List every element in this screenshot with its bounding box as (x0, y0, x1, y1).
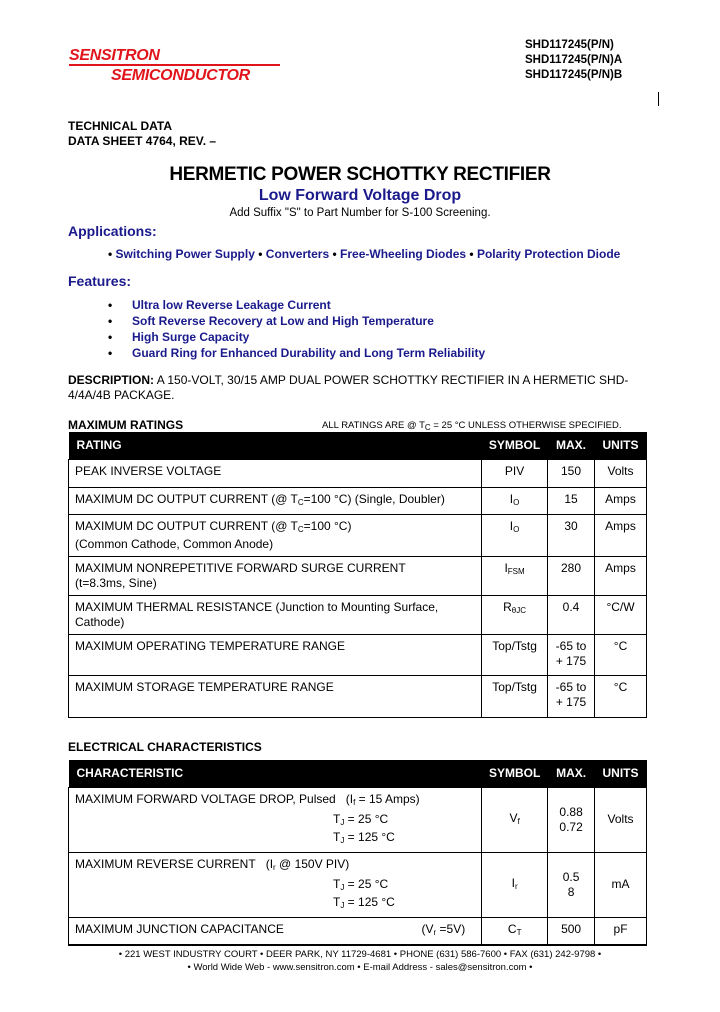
logo-sensitron: SENSITRON (69, 47, 160, 64)
application-item: Switching Power Supply (115, 247, 255, 261)
feature-item: • Soft Reverse Recovery at Low and High Temperature (108, 313, 485, 329)
units-cell: pF (595, 917, 647, 944)
max-cell: -65 to + 175 (548, 675, 595, 717)
symbol-cell: $V_f$ (482, 787, 548, 852)
max-cell: 0.5 8 (548, 852, 595, 917)
max-cell: 0.4 (548, 595, 595, 634)
rating-cell: MAXIMUM DC OUTPUT CURRENT (@ $T_C=100$ °C) (Single, Doubler) (69, 487, 482, 514)
electrical-heading: ELECTRICAL CHARACTERISTICS (68, 740, 262, 754)
table-row (69, 487, 647, 514)
electrical-table (68, 760, 647, 945)
max-cell: 150 (548, 459, 595, 487)
units-cell: mA (595, 852, 647, 917)
table-header-row (69, 432, 647, 459)
table-row (69, 852, 647, 917)
units-cell: Amps (595, 487, 647, 514)
max-cell: 280 (548, 556, 595, 595)
features-heading: Features: (68, 273, 132, 289)
column-header: UNITS (595, 760, 647, 787)
description-text: A 150-VOLT, 30/15 AMP DUAL POWER SCHOTTKY RECTIFIER IN A HERMETIC SHD-4/4A/4B PACKAGE. (68, 373, 629, 402)
table-row (69, 556, 647, 595)
application-item: Converters (265, 247, 330, 261)
max-cell: 15 (548, 487, 595, 514)
feature-item: • Ultra low Reverse Leakage Current (108, 297, 485, 313)
logo-underline (69, 64, 280, 66)
rating-cell: PEAK INVERSE VOLTAGE (69, 459, 482, 487)
units-cell: °C/W (595, 595, 647, 634)
symbol-cell: $I_r$ (482, 852, 548, 917)
max-ratings-note: ALL RATINGS ARE @ $T_C = 25$ °C UNLESS OTHERWISE SPECIFIED. (322, 420, 622, 432)
column-header: SYMBOL (482, 760, 548, 787)
footer-contact: • World Wide Web - www.sensitron.com • E-mail Address - sales@sensitron.com • (187, 962, 533, 973)
units-cell: Volts (595, 787, 647, 852)
application-item: Polarity Protection Diode (476, 247, 621, 261)
symbol-cell: Top/Tstg (482, 675, 548, 717)
units-cell: Amps (595, 514, 647, 556)
column-header: MAX. (548, 432, 595, 459)
applications-heading: Applications: (68, 223, 157, 239)
margin-rule (658, 92, 659, 106)
data-sheet-number: DATA SHEET 4764, REV. – (68, 134, 217, 148)
column-header: CHARACTERISTIC (69, 760, 482, 787)
part-number: SHD117245(P/N) (525, 39, 614, 51)
max-ratings-table (68, 432, 647, 718)
rating-cell: MAXIMUM DC OUTPUT CURRENT (@ $T_C=100$ °C) (Common Cathode, Common Anode) (69, 514, 482, 556)
table-row (69, 595, 647, 634)
table-row (69, 675, 647, 717)
table-row (69, 917, 647, 944)
max-cell: 500 (548, 917, 595, 944)
page-title: HERMETIC POWER SCHOTTKY RECTIFIER (169, 164, 551, 185)
technical-data-label: TECHNICAL DATA (68, 119, 172, 133)
characteristic-cell: MAXIMUM REVERSE CURRENT ($I_r$ @ 150V PIV) $T_J = 25$ °C $T_J = 125$ °C (69, 852, 482, 917)
column-header: UNITS (595, 432, 647, 459)
footer-address: • 221 WEST INDUSTRY COURT • DEER PARK, NY 11729-4681 • PHONE (631) 586-7600 • FAX (631) 242-9798 • (118, 949, 602, 960)
table-row (69, 787, 647, 852)
description-label: DESCRIPTION: (68, 373, 155, 387)
part-number: SHD117245(P/N)B (525, 69, 623, 81)
features-list (108, 297, 485, 361)
rating-cell: MAXIMUM STORAGE TEMPERATURE RANGE (69, 675, 482, 717)
logo-semiconductor: SEMICONDUCTOR (111, 67, 250, 84)
characteristic-cell: MAXIMUM FORWARD VOLTAGE DROP, Pulsed ($I_f = 15$ Amps) $T_J = 25$ °C $T_J = 125$ °C (69, 787, 482, 852)
max-cell: 0.88 0.72 (548, 787, 595, 852)
units-cell: °C (595, 675, 647, 717)
column-header: SYMBOL (482, 432, 548, 459)
symbol-cell: $I_{FSM}$ (482, 556, 548, 595)
max-cell: -65 to + 175 (548, 634, 595, 675)
units-cell: Volts (595, 459, 647, 487)
table-row (69, 634, 647, 675)
feature-item: • High Surge Capacity (108, 329, 485, 345)
applications-list: • Switching Power Supply • Converters • Free-Wheeling Diodes • Polarity Protection Diode (108, 247, 621, 261)
application-item: Free-Wheeling Diodes (340, 247, 467, 261)
max-ratings-heading: MAXIMUM RATINGS (68, 418, 184, 432)
column-header: RATING (69, 432, 482, 459)
symbol-cell: $R_{\theta JC}$ (482, 595, 548, 634)
symbol-cell: $C_T$ (482, 917, 548, 944)
rating-cell: MAXIMUM THERMAL RESISTANCE (Junction to Mounting Surface, Cathode) (69, 595, 482, 634)
part-number: SHD117245(P/N)A (525, 54, 623, 66)
description (68, 373, 668, 403)
max-cell: 30 (548, 514, 595, 556)
footer-divider (68, 945, 647, 946)
technical-data-block (68, 119, 216, 149)
units-cell: Amps (595, 556, 647, 595)
page-subtitle: Low Forward Voltage Drop (258, 187, 462, 204)
column-header: MAX. (548, 760, 595, 787)
symbol-cell: Top/Tstg (482, 634, 548, 675)
units-cell: °C (595, 634, 647, 675)
screening-note: Add Suffix "S" to Part Number for S-100 Screening. (229, 207, 491, 219)
characteristic-cell: MAXIMUM JUNCTION CAPACITANCE $(V_r =5V)$ (69, 917, 482, 944)
part-numbers (525, 38, 622, 83)
table-row (69, 459, 647, 487)
feature-item: • Guard Ring for Enhanced Durability and Long Term Reliability (108, 345, 485, 361)
symbol-cell: $I_O$ (482, 514, 548, 556)
rating-cell: MAXIMUM OPERATING TEMPERATURE RANGE (69, 634, 482, 675)
rating-cell: MAXIMUM NONREPETITIVE FORWARD SURGE CURRENT (t=8.3ms, Sine) (69, 556, 482, 595)
symbol-cell: $I_O$ (482, 487, 548, 514)
table-row (69, 514, 647, 556)
symbol-cell: PIV (482, 459, 548, 487)
table-header-row (69, 760, 647, 787)
